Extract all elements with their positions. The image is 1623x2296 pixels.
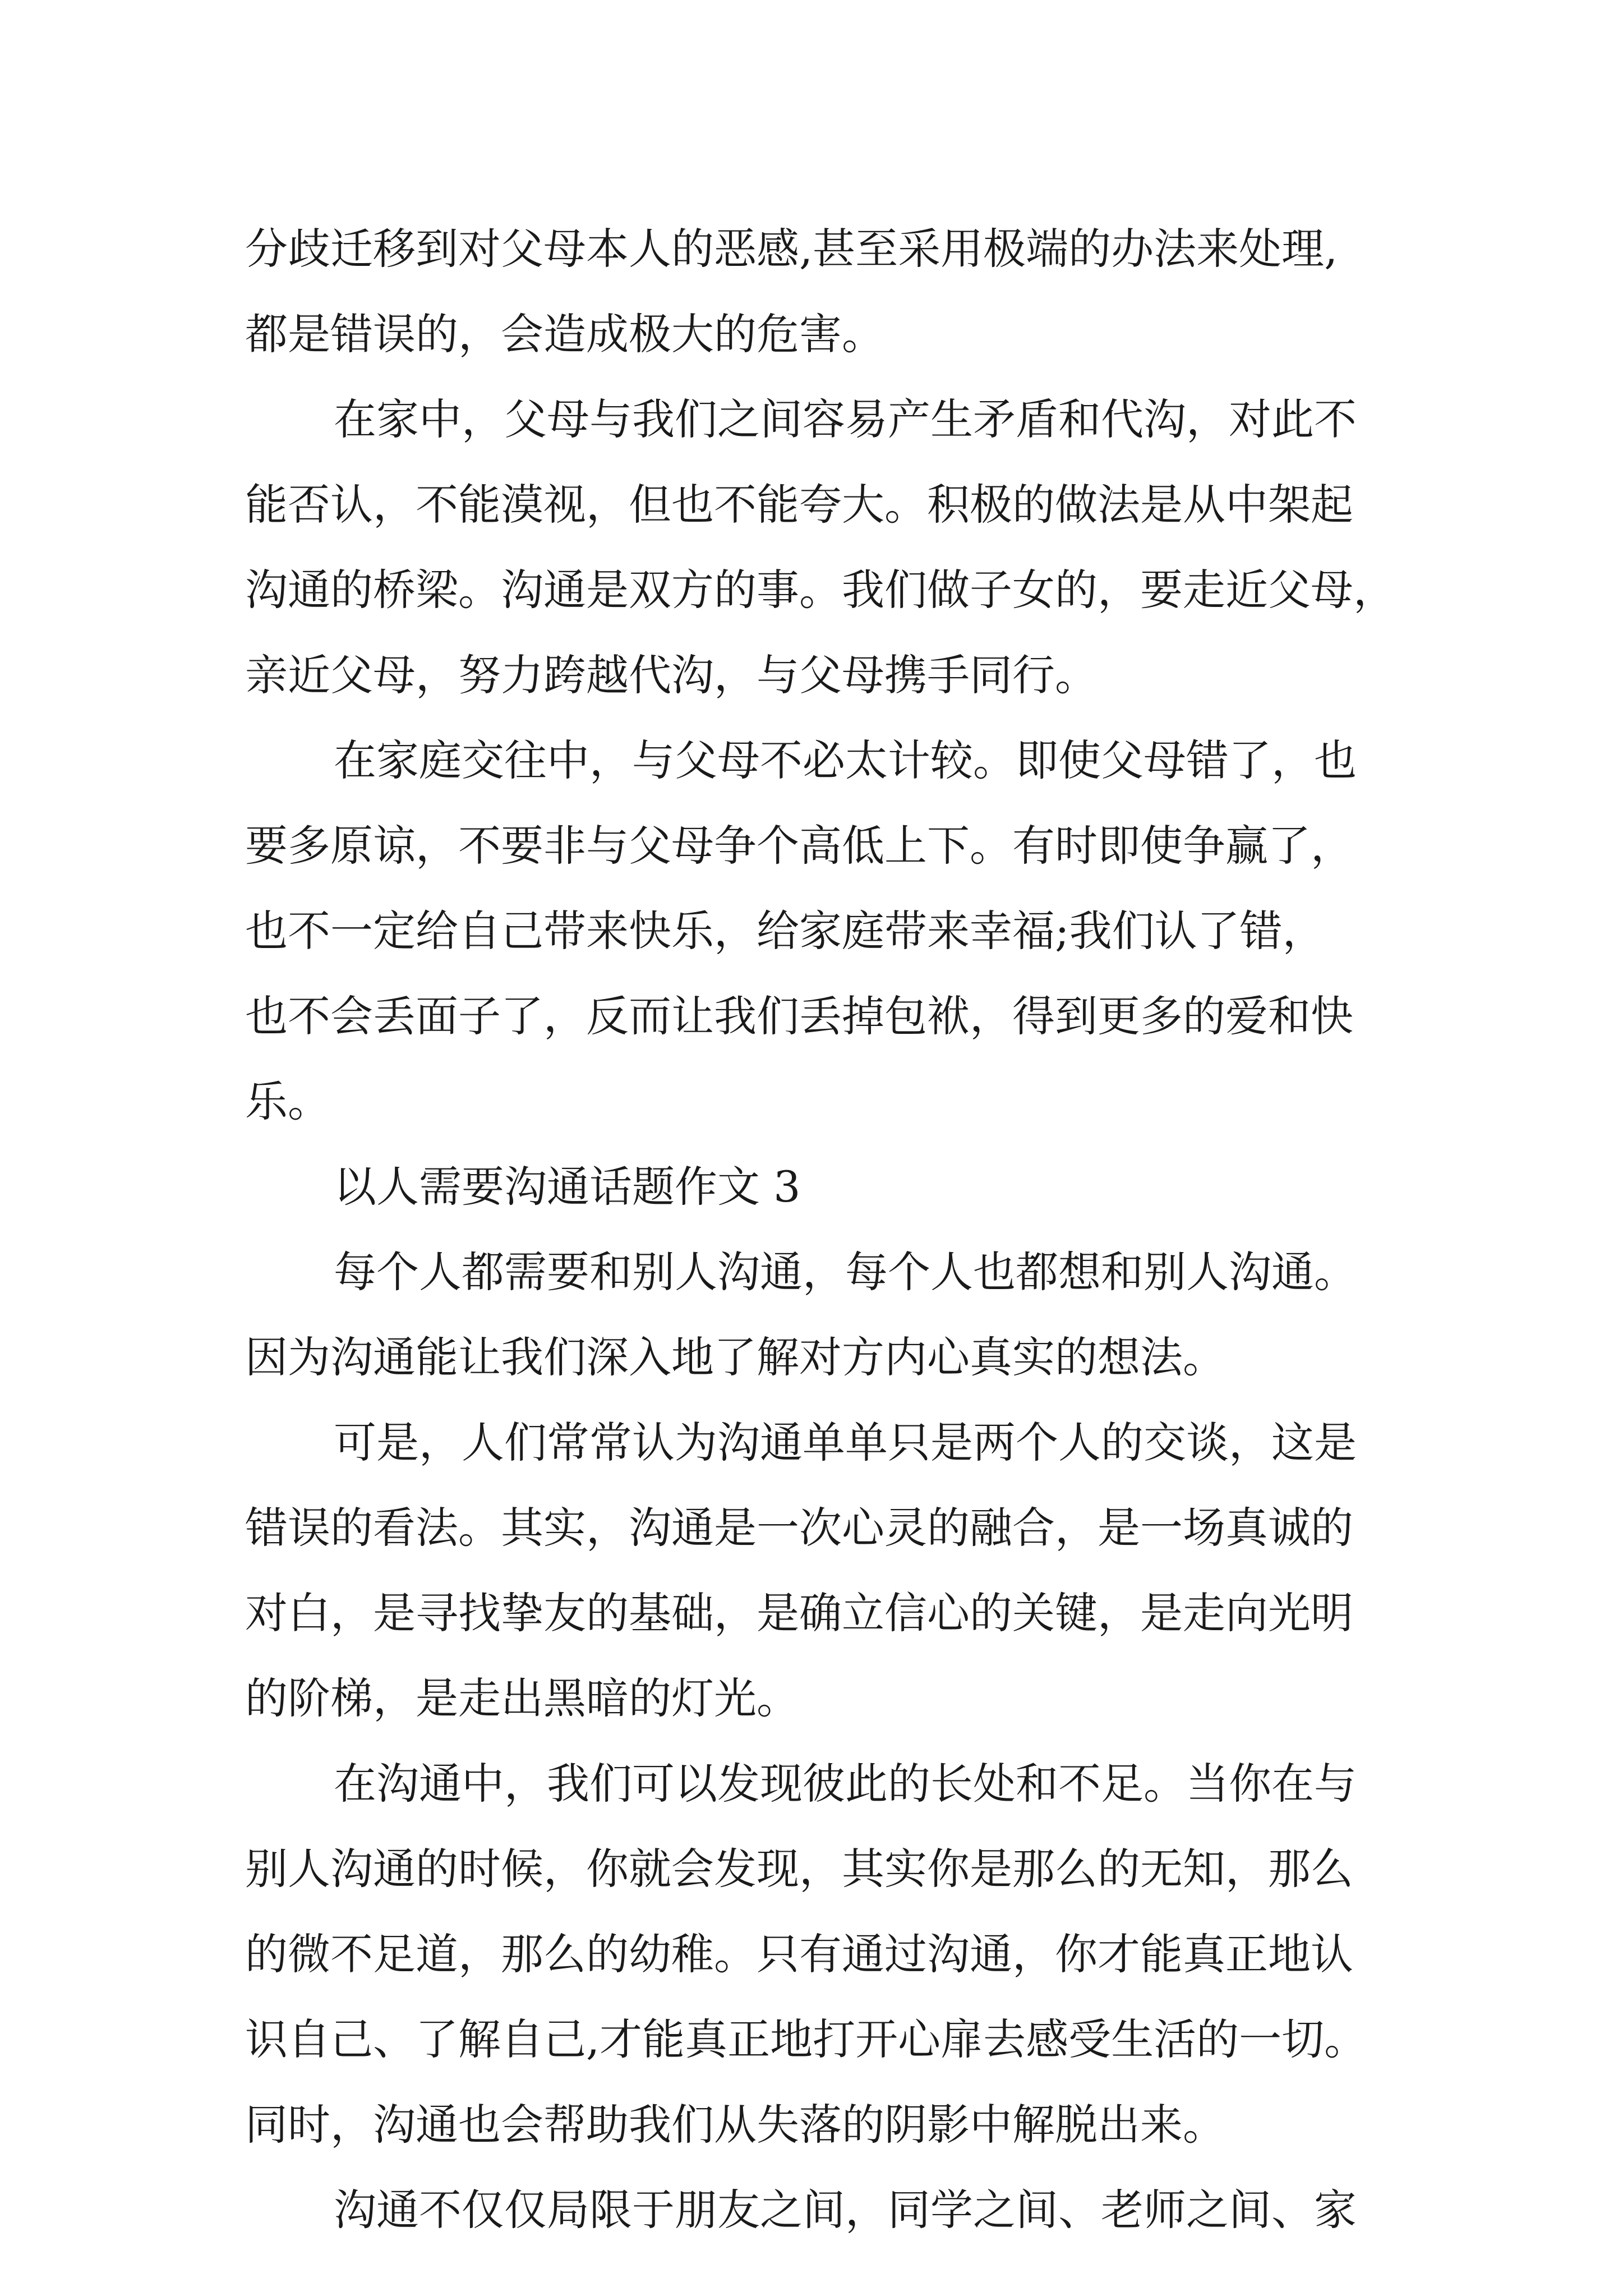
text-line: 分歧迁移到对父母本人的恶感,甚至采用极端的办法来处理,: [245, 224, 1338, 274]
text-line: 要多原谅，不要非与父母争个高低上下。有时即使争赢了，: [245, 821, 1353, 871]
text-line: 对白，是寻找挚友的基础，是确立信心的关键，是走向光明: [245, 1588, 1353, 1638]
text-line: 在家庭交往中，与父母不必太计较。即使父母错了，也: [334, 735, 1357, 785]
text-line: 在沟通中，我们可以发现彼此的长处和不足。当你在与: [334, 1759, 1357, 1809]
text-line: 错误的看法。其实，沟通是一次心灵的融合，是一场真诚的: [245, 1503, 1353, 1553]
text-line: 别人沟通的时候，你就会发现，其实你是那么的无知，那么: [245, 1844, 1353, 1894]
text-line: 在家中，父母与我们之间容易产生矛盾和代沟，对此不: [334, 394, 1357, 444]
section-heading: 以人需要沟通话题作文 3: [334, 1162, 801, 1212]
text-line: 沟通不仅仅局限于朋友之间，同学之间、老师之间、家: [334, 2185, 1357, 2235]
text-line: 同时，沟通也会帮助我们从失落的阴影中解脱出来。: [245, 2100, 1225, 2150]
document-body: [245, 206, 1412, 2253]
text-line: 能否认，不能漠视，但也不能夸大。积极的做法是从中架起: [245, 480, 1353, 530]
text-line: 亲近父母，努力跨越代沟，与父母携手同行。: [245, 650, 1098, 700]
text-line: 每个人都需要和别人沟通，每个人也都想和别人沟通。: [334, 1247, 1357, 1297]
text-line: 都是错误的，会造成极大的危害。: [245, 309, 884, 359]
text-line: 因为沟通能让我们深入地了解对方内心真实的想法。: [245, 1332, 1225, 1382]
text-line: 也不会丢面子了，反而让我们丢掉包袱，得到更多的爱和快: [245, 991, 1353, 1041]
text-line: 乐。: [245, 1076, 330, 1126]
text-line: 可是，人们常常认为沟通单单只是两个人的交谈，这是: [334, 1418, 1357, 1467]
text-line: 沟通的桥梁。沟通是双方的事。我们做子女的，要走近父母，: [245, 565, 1396, 615]
text-line: 的阶梯，是走出黑暗的灯光。: [245, 1673, 799, 1723]
text-line: 识自己、了解自己,才能真正地打开心扉去感受生活的一切。: [245, 2014, 1367, 2064]
text-line: 也不一定给自己带来快乐，给家庭带来幸福;我们认了错，: [245, 906, 1325, 956]
text-line: 的微不足道，那么的幼稚。只有通过沟通，你才能真正地认: [245, 1929, 1353, 1979]
